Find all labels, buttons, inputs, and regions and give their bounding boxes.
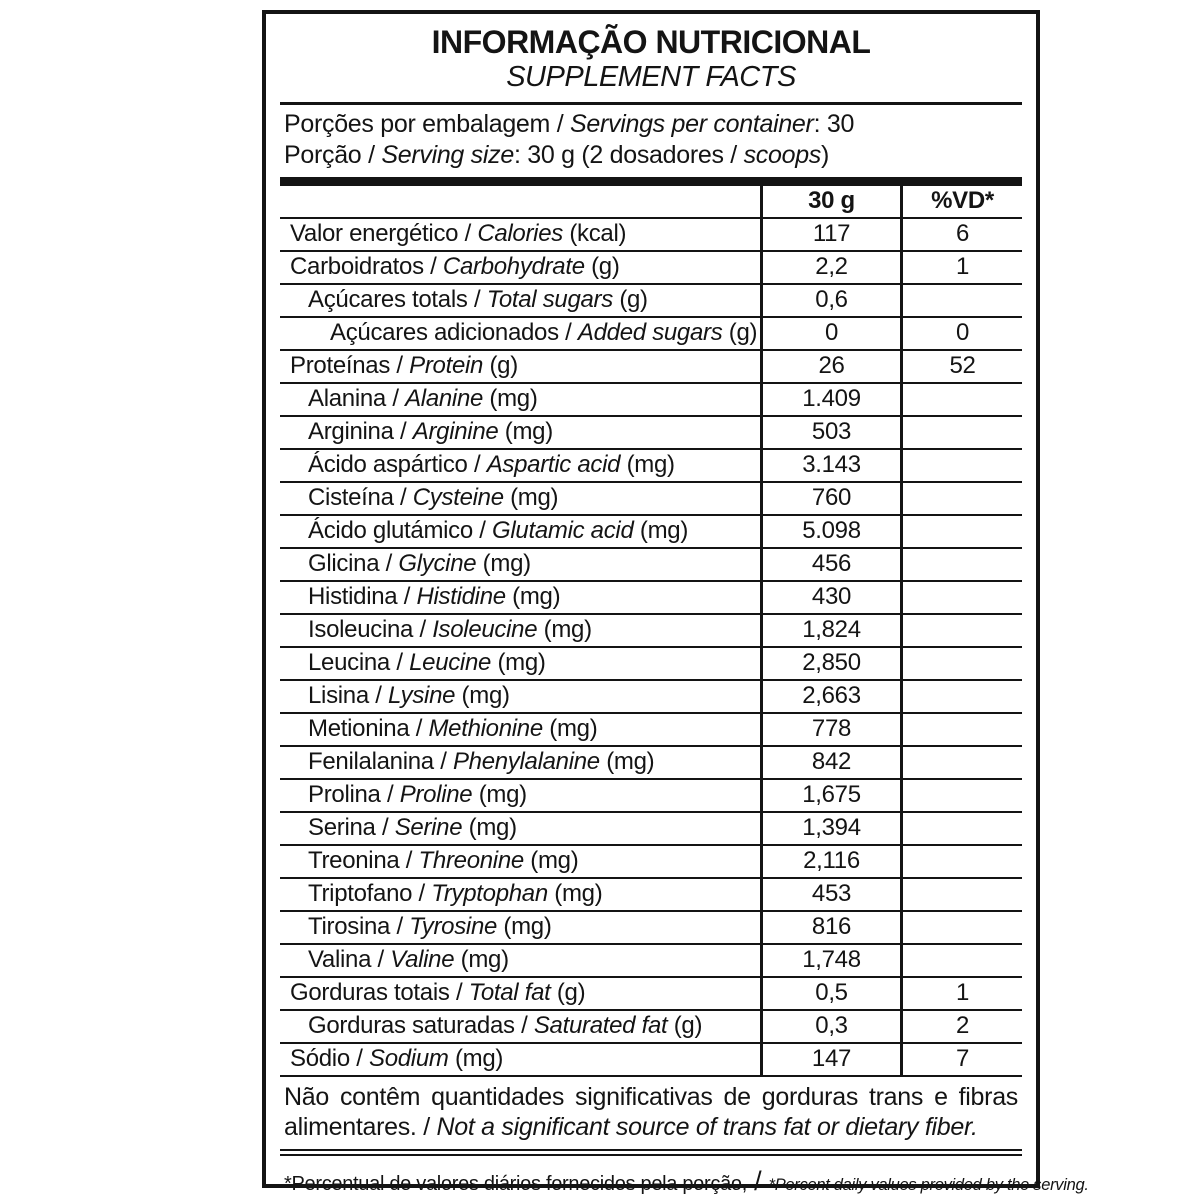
amount-value: 5.098 — [763, 516, 903, 547]
table-row — [280, 483, 1022, 516]
nutrient-unit: (mg) — [455, 682, 510, 709]
nutrient-name: Sódio / Sodium (mg) — [280, 1044, 763, 1075]
table-row — [280, 417, 1022, 450]
nutrient-name: Cisteína / Cysteine (mg) — [280, 483, 763, 514]
nutrient-name-en: Threonine — [418, 847, 524, 874]
nutrient-name: Açúcares adicionados / Added sugars (g) — [280, 318, 763, 349]
nutrient-name-en: Tyrosine — [409, 913, 498, 940]
nutrient-unit: (mg) — [599, 748, 655, 775]
nutrient-name-en: Methionine — [428, 715, 543, 742]
nutrient-name: Valor energético / Calories (kcal) — [280, 219, 763, 250]
nutrient-name-en: Sodium — [369, 1045, 449, 1072]
amount-value: 3.143 — [763, 450, 903, 481]
dv-value — [903, 681, 1022, 712]
nutrient-unit: (mg) — [483, 385, 538, 412]
nutrient-name: Proteínas / Protein (g) — [280, 351, 763, 382]
nutrient-name: Glicina / Glycine (mg) — [280, 549, 763, 580]
nutrient-name-en: Histidine — [416, 583, 506, 610]
amount-value: 2,663 — [763, 681, 903, 712]
nutrient-unit: (mg) — [448, 1045, 504, 1072]
nutrient-name-pt: Alanina — [308, 385, 386, 412]
title-pt: INFORMAÇÃO NUTRICIONAL — [431, 24, 871, 60]
trans-fat-note-text: Não contêm quantidades significativas de gorduras trans e fibras alimentares. / Not a significant source of trans fat or dietary fiber. — [284, 1083, 1018, 1141]
nutrient-name: Carboidratos / Carbohydrate (g) — [280, 252, 763, 283]
nutrient-name: Isoleucina / Isoleucine (mg) — [280, 615, 763, 646]
trans-fat-note — [280, 1077, 1022, 1156]
nutrient-unit: (mg) — [523, 847, 579, 874]
nutrient-name-pt: Ácido aspártico — [308, 451, 468, 478]
table-row — [280, 1044, 1022, 1077]
dv-value — [903, 549, 1022, 580]
nutrient-name-pt: Gorduras saturadas — [308, 1012, 515, 1039]
nutrient-unit: (mg) — [462, 814, 517, 841]
dv-value: 1 — [955, 253, 970, 280]
nutrient-unit: (g) — [612, 286, 648, 313]
nutrient-name: Valina / Valine (mg) — [280, 945, 763, 976]
nutrient-name-pt: Treonina — [308, 847, 400, 874]
nutrient-unit: (mg) — [498, 418, 553, 445]
amount-value: 456 — [763, 549, 903, 580]
amount-value: 0,6 — [763, 285, 903, 316]
table-row — [280, 1011, 1022, 1044]
amount-value: 1,675 — [763, 780, 903, 811]
nutrient-name-en: Glycine — [398, 550, 477, 577]
nutrient-name-en: Lysine — [388, 682, 456, 709]
nutrition-label — [262, 10, 1089, 1196]
dv-value — [903, 846, 1022, 877]
nutrition-table — [280, 186, 1022, 1077]
table-row — [280, 912, 1022, 945]
header-dv-cell: %VD* — [931, 187, 994, 214]
nutrient-name-pt: Histidina — [308, 583, 398, 610]
amount-value: 1,748 — [763, 945, 903, 976]
serving-size-value: : 30 g (2 dosadores / — [513, 141, 744, 169]
table-row — [280, 747, 1022, 780]
amount-value: 430 — [763, 582, 903, 613]
dv-value: 1 — [955, 979, 970, 1006]
serving-size-label-en: Serving size — [381, 141, 514, 169]
nutrient-name-pt: Açúcares adicionados — [330, 319, 559, 346]
nutrient-name-en: Proline — [399, 781, 473, 808]
table-row — [280, 450, 1022, 483]
nutrient-name: Gorduras saturadas / Saturated fat (g) — [280, 1011, 763, 1042]
amount-value: 2,116 — [763, 846, 903, 877]
nutrient-name-en: Valine — [390, 946, 455, 973]
dv-value — [903, 582, 1022, 613]
dv-value — [903, 417, 1022, 448]
dv-value: 6 — [955, 220, 970, 247]
nutrient-name-en: Glutamic acid — [492, 517, 634, 544]
nutrient-name-pt: Isoleucina — [308, 616, 414, 643]
dv-value — [903, 483, 1022, 514]
nutrient-name: Açúcares totals / Total sugars (g) — [280, 285, 763, 316]
table-row — [280, 384, 1022, 417]
nutrient-unit: (g) — [550, 979, 586, 1006]
daily-value-footnote: *Percentual de valores diários fornecidos pela porção, / *Percent daily values provided by the serving. — [284, 1166, 1089, 1196]
nutrient-unit: (g) — [584, 253, 620, 280]
amount-value: 778 — [763, 714, 903, 745]
nutrient-name-en: Carbohydrate — [442, 253, 585, 280]
nutrient-name-en: Aspartic acid — [486, 451, 621, 478]
dv-value — [903, 285, 1022, 316]
nutrient-name: Prolina / Proline (mg) — [280, 780, 763, 811]
nutrient-name-en: Leucine — [409, 649, 492, 676]
dv-value — [903, 879, 1022, 910]
nutrient-unit: (mg) — [472, 781, 527, 808]
servings-label-pt: Porções por embalagem — [284, 110, 551, 138]
table-row — [280, 648, 1022, 681]
dv-value: 52 — [949, 352, 976, 379]
nutrient-name-en: Serine — [394, 814, 463, 841]
nutrient-unit: (kcal) — [562, 220, 627, 247]
dv-value: 0 — [955, 319, 970, 346]
nutrient-name-pt: Carboidratos — [290, 253, 424, 280]
servings-per-container: Porções por embalagem / Servings per container: 30 — [284, 110, 855, 138]
amount-value: 1.409 — [763, 384, 903, 415]
nutrient-name-en: Cysteine — [412, 484, 504, 511]
nutrient-name-pt: Sódio — [290, 1045, 350, 1072]
servings-value: : 30 — [813, 110, 855, 138]
table-row — [280, 714, 1022, 747]
nutrient-name-pt: Lisina — [308, 682, 369, 709]
nutrient-name-en: Arginine — [412, 418, 499, 445]
nutrient-name-pt: Fenilalanina — [308, 748, 434, 775]
table-row — [280, 318, 1022, 351]
table-row — [280, 615, 1022, 648]
nutrient-unit: (mg) — [497, 913, 552, 940]
nutrient-name-en: Tryptophan — [431, 880, 548, 907]
amount-value: 0,3 — [763, 1011, 903, 1042]
nutrient-name-pt: Glicina — [308, 550, 380, 577]
dv-value: 7 — [955, 1045, 970, 1072]
nutrient-unit: (mg) — [491, 649, 546, 676]
table-row — [280, 879, 1022, 912]
nutrient-unit: (mg) — [620, 451, 675, 478]
nutrient-name-pt: Cisteína — [308, 484, 394, 511]
nutrient-name-pt: Gorduras totais — [290, 979, 450, 1006]
amount-value: 2,2 — [763, 252, 903, 283]
nutrient-name-en: Alanine — [405, 385, 484, 412]
dv-value — [903, 516, 1022, 547]
dv-value — [903, 714, 1022, 745]
nutrient-name-pt: Arginina — [308, 418, 394, 445]
table-row — [280, 681, 1022, 714]
nutrient-name: Alanina / Alanine (mg) — [280, 384, 763, 415]
nutrient-name-pt: Açúcares totals — [308, 286, 468, 313]
nutrient-name: Serina / Serine (mg) — [280, 813, 763, 844]
label-header — [280, 14, 1022, 105]
nutrient-unit: (mg) — [542, 715, 598, 742]
amount-value: 453 — [763, 879, 903, 910]
table-row — [280, 582, 1022, 615]
header-name-cell — [280, 186, 763, 217]
dv-value — [903, 615, 1022, 646]
table-row — [280, 516, 1022, 549]
amount-value: 1,394 — [763, 813, 903, 844]
nutrient-name-pt: Proteínas — [290, 352, 391, 379]
nutrient-unit: (mg) — [476, 550, 531, 577]
nutrient-name: Tirosina / Tyrosine (mg) — [280, 912, 763, 943]
nutrient-name: Triptofano / Tryptophan (mg) — [280, 879, 763, 910]
nutrient-name-pt: Tirosina — [308, 913, 391, 940]
servings-label-en: Servings per container — [570, 110, 814, 138]
table-row — [280, 846, 1022, 879]
nutrient-unit: (g) — [667, 1012, 703, 1039]
table-header-row — [280, 186, 1022, 219]
nutrient-name-pt: Metionina — [308, 715, 410, 742]
nutrient-unit: (mg) — [633, 517, 689, 544]
nutrient-unit: (mg) — [505, 583, 561, 610]
dv-value — [903, 747, 1022, 778]
serving-size: Porção / Serving size: 30 g (2 dosadores / scoops) — [284, 141, 830, 169]
title-en: SUPPLEMENT FACTS — [506, 61, 796, 93]
amount-value: 842 — [763, 747, 903, 778]
table-row — [280, 351, 1022, 384]
nutrient-name: Fenilalanina / Phenylalanine (mg) — [280, 747, 763, 778]
table-row — [280, 813, 1022, 846]
dv-value: 2 — [955, 1012, 970, 1039]
table-body — [280, 219, 1022, 1077]
amount-value: 1,824 — [763, 615, 903, 646]
amount-value: 503 — [763, 417, 903, 448]
nutrient-name-pt: Valina — [308, 946, 372, 973]
nutrient-unit: (mg) — [547, 880, 603, 907]
dv-value — [903, 912, 1022, 943]
table-row — [280, 978, 1022, 1011]
amount-value: 117 — [763, 219, 903, 250]
nutrient-unit: (mg) — [537, 616, 592, 643]
nutrient-name: Ácido aspártico / Aspartic acid (mg) — [280, 450, 763, 481]
table-row — [280, 285, 1022, 318]
amount-value: 147 — [763, 1044, 903, 1075]
nutrient-unit: (mg) — [503, 484, 559, 511]
table-row — [280, 945, 1022, 978]
dv-value — [903, 813, 1022, 844]
table-row — [280, 549, 1022, 582]
amount-value: 816 — [763, 912, 903, 943]
dv-value — [903, 450, 1022, 481]
nutrient-name: Lisina / Lysine (mg) — [280, 681, 763, 712]
nutrient-name-pt: Triptofano — [308, 880, 413, 907]
nutrient-name-en: Total fat — [468, 979, 551, 1006]
nutrient-name-en: Total sugars — [486, 286, 613, 313]
nutrient-unit: (g) — [483, 352, 518, 379]
nutrient-name-pt: Ácido glutámico — [308, 517, 473, 544]
nutrient-name-en: Added sugars — [577, 319, 723, 346]
table-top-bar — [280, 177, 1022, 186]
nutrient-name-en: Isoleucine — [432, 616, 538, 643]
dv-value — [903, 648, 1022, 679]
table-row — [280, 219, 1022, 252]
amount-value: 0,5 — [763, 978, 903, 1009]
nutrient-name: Metionina / Methionine (mg) — [280, 714, 763, 745]
servings-info — [280, 105, 1022, 177]
amount-value: 26 — [763, 351, 903, 382]
footnote-pt: *Percentual de valores diários fornecidos pela porção, — [284, 1173, 747, 1195]
nutrient-name: Ácido glutámico / Glutamic acid (mg) — [280, 516, 763, 547]
nutrient-name-en: Saturated fat — [533, 1012, 668, 1039]
nutrient-name: Histidina / Histidine (mg) — [280, 582, 763, 613]
dv-value — [903, 945, 1022, 976]
dv-value — [903, 780, 1022, 811]
nutrient-name-en: Calories — [477, 220, 563, 247]
nutrient-name-pt: Prolina — [308, 781, 381, 808]
nutrient-name-en: Protein — [409, 352, 484, 379]
header-amount-cell: 30 g — [763, 186, 903, 217]
table-row — [280, 780, 1022, 813]
serving-size-label-pt: Porção — [284, 141, 362, 169]
amount-value: 2,850 — [763, 648, 903, 679]
amount-value: 0 — [763, 318, 903, 349]
nutrient-name-pt: Valor energético — [290, 220, 459, 247]
nutrient-name: Leucina / Leucine (mg) — [280, 648, 763, 679]
nutrient-name-pt: Leucina — [308, 649, 390, 676]
nutrient-name: Gorduras totais / Total fat (g) — [280, 978, 763, 1009]
nutrient-name: Treonina / Threonine (mg) — [280, 846, 763, 877]
footnote-en: *Percent daily values provided by the serving. — [768, 1176, 1089, 1194]
nutrient-name-pt: Serina — [308, 814, 376, 841]
amount-value: 760 — [763, 483, 903, 514]
table-row — [280, 252, 1022, 285]
dv-value — [903, 384, 1022, 415]
nutrient-unit: (mg) — [454, 946, 509, 973]
nutrient-name-en: Phenylalanine — [452, 748, 600, 775]
nutrient-unit: (g) — [722, 319, 758, 346]
nutrient-name: Arginina / Arginine (mg) — [280, 417, 763, 448]
